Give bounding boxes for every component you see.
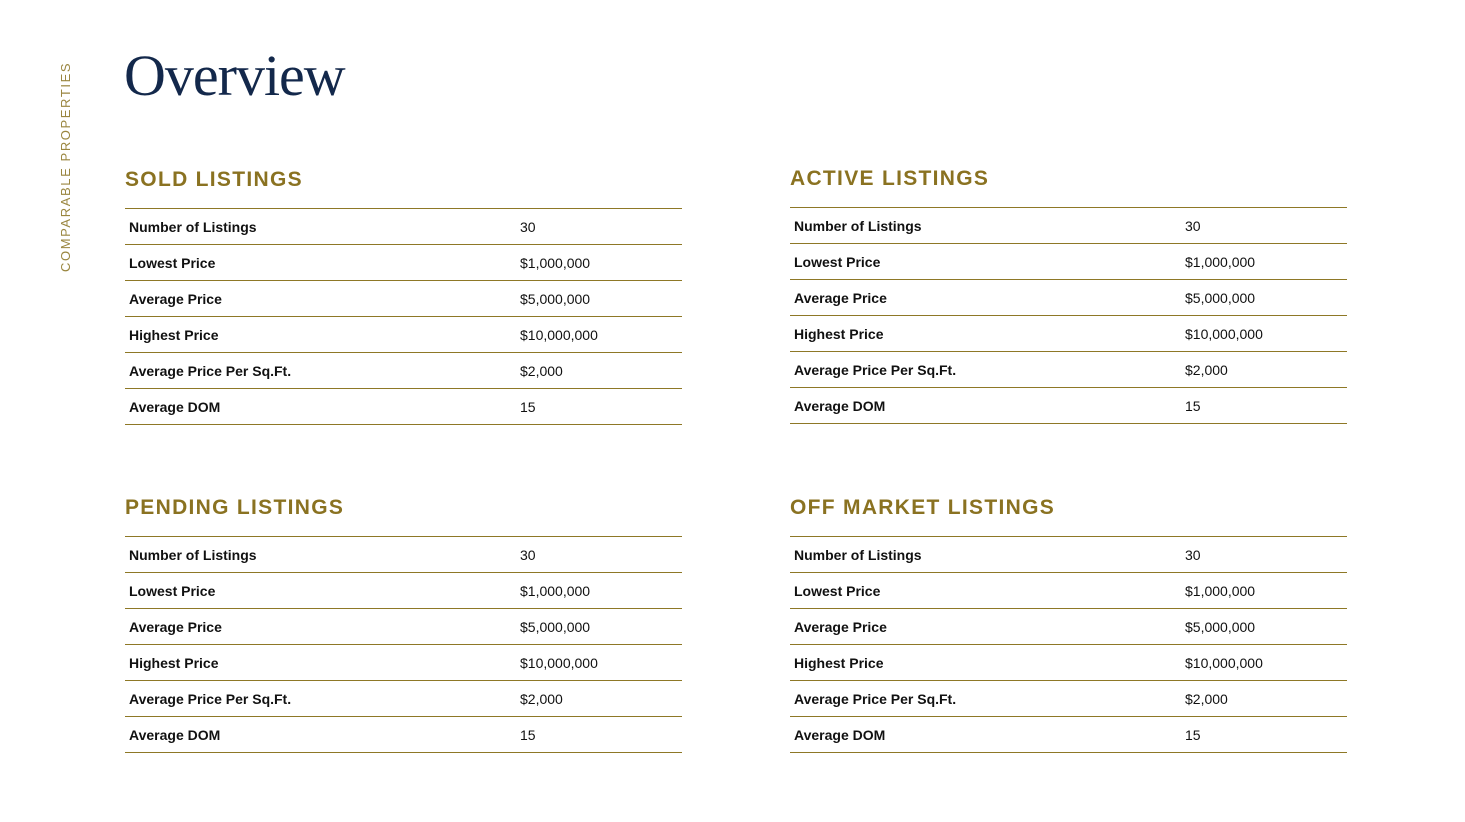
row-value: $2,000: [1134, 681, 1347, 717]
row-label: Lowest Price: [790, 244, 1134, 280]
active-listings-section: [790, 167, 1347, 424]
row-label: Highest Price: [125, 317, 469, 353]
row-value: $5,000,000: [469, 281, 682, 317]
row-label: Average DOM: [125, 389, 469, 425]
table-row: [125, 573, 682, 609]
table-row: [125, 537, 682, 573]
row-label: Average DOM: [790, 388, 1134, 424]
table-row: [125, 353, 682, 389]
table-row: [125, 209, 682, 245]
row-label: Highest Price: [790, 316, 1134, 352]
table-row: [790, 352, 1347, 388]
table-row: [790, 280, 1347, 316]
row-label: Average Price Per Sq.Ft.: [790, 681, 1134, 717]
pending-listings-section: [125, 496, 682, 753]
sold-listings-section: [125, 168, 682, 425]
table-row: [125, 717, 682, 753]
row-value: $5,000,000: [1134, 609, 1347, 645]
section-title: ACTIVE LISTINGS: [790, 167, 990, 190]
row-label: Average DOM: [790, 717, 1134, 753]
row-label: Number of Listings: [125, 537, 469, 573]
row-value: $1,000,000: [469, 245, 682, 281]
stats-table: [790, 207, 1347, 424]
row-label: Average Price Per Sq.Ft.: [125, 353, 469, 389]
row-label: Average Price Per Sq.Ft.: [125, 681, 469, 717]
row-value: 30: [469, 537, 682, 573]
row-value: $10,000,000: [1134, 316, 1347, 352]
row-value: $1,000,000: [1134, 573, 1347, 609]
side-label: COMPARABLE PROPERTIES: [58, 61, 73, 272]
row-label: Average DOM: [125, 717, 469, 753]
section-title: SOLD LISTINGS: [125, 168, 303, 191]
table-row: [790, 208, 1347, 244]
row-value: 15: [469, 389, 682, 425]
row-label: Average Price: [125, 281, 469, 317]
table-row: [125, 281, 682, 317]
row-label: Number of Listings: [790, 537, 1134, 573]
row-value: $2,000: [469, 681, 682, 717]
off-market-listings-section: [790, 496, 1347, 753]
table-row: [125, 609, 682, 645]
stats-table: [790, 536, 1347, 753]
row-value: $5,000,000: [1134, 280, 1347, 316]
row-label: Highest Price: [790, 645, 1134, 681]
section-title: OFF MARKET LISTINGS: [790, 496, 1056, 519]
section-title: PENDING LISTINGS: [125, 496, 345, 519]
table-row: [790, 316, 1347, 352]
table-row: [125, 317, 682, 353]
row-label: Lowest Price: [790, 573, 1134, 609]
row-value: 15: [1134, 717, 1347, 753]
table-row: [790, 537, 1347, 573]
table-row: [790, 388, 1347, 424]
table-row: [790, 681, 1347, 717]
row-value: 15: [1134, 388, 1347, 424]
row-label: Average Price: [790, 280, 1134, 316]
row-label: Average Price: [790, 609, 1134, 645]
table-row: [125, 245, 682, 281]
row-value: $1,000,000: [1134, 244, 1347, 280]
row-value: $5,000,000: [469, 609, 682, 645]
table-row: [790, 573, 1347, 609]
row-value: 30: [1134, 208, 1347, 244]
table-row: [125, 681, 682, 717]
stats-table: [125, 536, 682, 753]
row-label: Lowest Price: [125, 573, 469, 609]
stats-table: [125, 208, 682, 425]
table-row: [125, 389, 682, 425]
row-label: Lowest Price: [125, 245, 469, 281]
row-value: 30: [1134, 537, 1347, 573]
row-label: Number of Listings: [790, 208, 1134, 244]
row-value: $10,000,000: [469, 317, 682, 353]
row-label: Average Price Per Sq.Ft.: [790, 352, 1134, 388]
row-value: $2,000: [1134, 352, 1347, 388]
table-row: [790, 717, 1347, 753]
row-value: $10,000,000: [469, 645, 682, 681]
table-row: [125, 645, 682, 681]
row-value: 15: [469, 717, 682, 753]
table-row: [790, 645, 1347, 681]
row-value: $1,000,000: [469, 573, 682, 609]
row-value: $2,000: [469, 353, 682, 389]
page-title: Overview: [124, 43, 345, 108]
row-label: Number of Listings: [125, 209, 469, 245]
table-row: [790, 609, 1347, 645]
row-label: Average Price: [125, 609, 469, 645]
table-row: [790, 244, 1347, 280]
row-value: 30: [469, 209, 682, 245]
row-value: $10,000,000: [1134, 645, 1347, 681]
row-label: Highest Price: [125, 645, 469, 681]
